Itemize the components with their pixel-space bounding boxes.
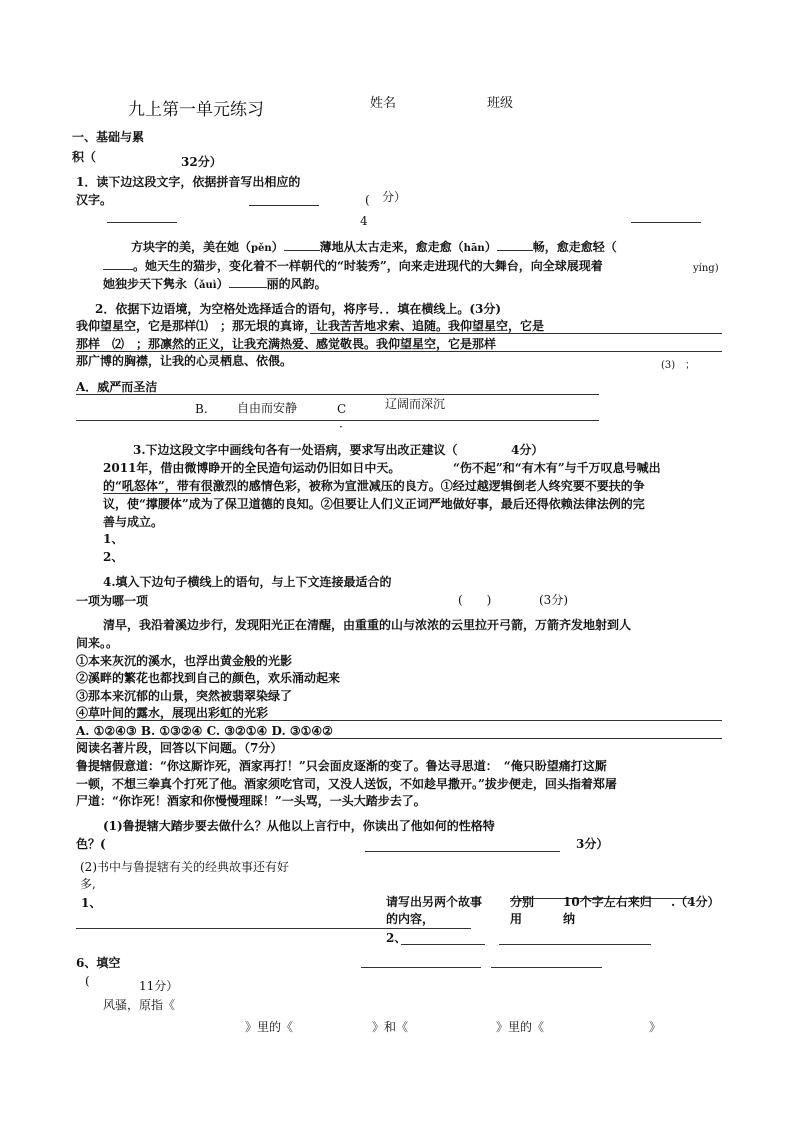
q6-heading: 6、填空 — [76, 956, 121, 970]
q2-line2: 那样 ⑵ ；那凛然的正义，让我充满热爱、感觉敬畏。我仰望星空，它是那样 — [76, 337, 497, 351]
q2-option-c-label: C — [337, 402, 347, 416]
q5-passage-2: 一顿，不想三拳真个打死了他。酒家须吃官司，又没人送饭，不如趁早撒开。”拔步便走，回头指着郑屠 — [76, 777, 617, 791]
q2-option-b-label: B. — [195, 402, 208, 416]
q2-prompt: 2．依据下边语境，为空格处选择适合的语句，将序号．．填在横线上。(3分) — [95, 302, 502, 316]
q5-sub1-score: 3分） — [576, 837, 609, 851]
q4-answer-paren[interactable]: ( ) — [458, 593, 492, 607]
q5-sub1-blank[interactable] — [365, 851, 560, 852]
q5-sub2-ask: 请写出另两个故事 — [386, 895, 483, 909]
section-heading: 一、基础与累 — [72, 130, 145, 144]
q4-option-1: ①本来灰沉的溪水，也浮出黄金般的光影 — [76, 654, 293, 668]
q3-line1a: 2011年，借由微博睁开的全民造句运动仍旧如日中天。 — [103, 461, 401, 475]
q6-line2c: 》里的《 — [496, 1020, 545, 1034]
q5-sub1: (1)鲁提辖大踏步要去做什么？从他以上言行中，你读出了他如何的性格特 — [103, 819, 495, 833]
q3-line1b: “伤不起”和“有木有”与千万叹息号喊出 — [453, 461, 661, 475]
q1-passage-line1: 方块字的美，美在她（pěn） 薄地从太古走来，愈走愈（hān） 畅，愈走愈轻（ — [131, 240, 617, 254]
q2-option-b: 自由而安静 — [237, 401, 298, 415]
q2-rule-3 — [76, 394, 599, 395]
q2-rule-4 — [76, 420, 599, 421]
q1-passage-line3: 她独步天下隽永（ǎuì） 丽的风韵。 — [103, 277, 327, 291]
q4-option-3: ③那本来沉郁的山景，突然被翡翠染绿了 — [76, 689, 293, 703]
q6-blank-a[interactable] — [361, 967, 481, 968]
q6-line2a: 》里的《 — [245, 1020, 294, 1034]
q4-option-2: ②溪畔的繁花也都找到自己的颜色，欢乐涌动起来 — [76, 671, 341, 685]
q4-prompt-cont: 一项为哪一项 — [76, 594, 149, 608]
q2-option-a: A．威严而圣洁 — [76, 380, 158, 394]
q5-sub2-blank-2a[interactable] — [401, 944, 485, 945]
name-label: 姓名 — [370, 96, 397, 111]
q1-blank-1[interactable] — [284, 250, 320, 251]
q5-sub2-ask-b: 分别 — [510, 895, 535, 909]
q5-sub2-blank-1[interactable] — [76, 928, 471, 929]
q1-score-open: ( — [365, 193, 370, 207]
q3-answer-2: 2、 — [103, 550, 124, 564]
q3-line4: 善与成立。 — [103, 515, 164, 529]
q5-sub2-ask-c-cont: 纳 — [563, 912, 576, 926]
section-score: 32分） — [181, 155, 222, 169]
q6-score: 11分） — [139, 979, 179, 993]
q5-prompt: 阅读名著片段，回答以下问题。（7分） — [76, 741, 283, 755]
class-label: 班级 — [487, 96, 514, 111]
q2-dot: · — [339, 420, 343, 434]
q3-line2: 的“吼怒体”，带有很激烈的感情色彩，被称为宣泄减压的良方。①经过越逻辑倒老人终究要不要扶的争 — [103, 479, 645, 493]
q5-sub2-ask-cont: 的内容， — [386, 912, 435, 926]
q6-line2d: 》 — [649, 1020, 662, 1034]
q5-sub2-num1: 1、 — [81, 896, 102, 910]
q4-prompt: 4.填入下边句子横线上的语句，与上下文连接最适合的 — [103, 575, 392, 589]
q5-sub2-num2: 2、 — [386, 931, 407, 945]
q1-rule-right — [631, 222, 701, 223]
q2-option-c: 辽阔而深沉 — [385, 397, 446, 411]
q5-sub2-score: .（4分） — [671, 895, 720, 909]
q5-passage-1: 鲁提辖假意道：“你这厮诈死，酒家再打！”只会面皮逐渐的变了。鲁达寻思道： “俺只盼望痛打这厮 — [76, 759, 607, 773]
q2-blank-3-label: (3) ； — [661, 360, 696, 371]
page-title: 九上第一单元练习 — [128, 100, 264, 120]
q4-rule-2 — [76, 738, 722, 739]
q5-sub2: (2)书中与鲁提辖有关的经典故事还有好 — [80, 860, 289, 874]
q5-sub2-ask-c: 10个字左右来归 — [563, 895, 652, 909]
q5-sub1-cont: 色？( — [76, 837, 106, 851]
q1-pinyin-ying: yíng) — [693, 263, 719, 274]
q1-blank-3[interactable] — [103, 269, 133, 270]
q3-line3: 议，使“撑腰体”成为了保卫道德的良知。②但要让人们义正词严地做好事，最后还得依赖法律法例的完 — [103, 497, 645, 511]
q3-prompt: 3.下边这段文字中画线句各有一处语病，要求写出改正建议（ — [133, 443, 458, 457]
q4-score: (3分) — [539, 593, 568, 607]
q1-prompt: 1．读下边这段文字，依据拼音写出相应的 — [76, 175, 301, 189]
q2-line1: 我仰望星空，它是那样⑴ ；那无垠的真谛，让我苦苦地求索、追随。我仰望星空，它是 — [76, 319, 545, 333]
q1-blank-4[interactable] — [229, 287, 267, 288]
q5-sub2-blank-2b[interactable] — [499, 944, 651, 945]
q2-rule-1 — [310, 333, 722, 334]
q1-blank-2[interactable] — [497, 250, 533, 251]
q1-score-close: 分） — [382, 190, 407, 204]
section-heading-cont: 积（ — [72, 150, 97, 164]
q1-rule-left — [107, 222, 177, 223]
q5-sub2-cont: 多, — [80, 877, 96, 891]
q4-choices: A. ①②④③ B. ①③②④ C. ③②①④ D. ③①④② — [76, 724, 333, 738]
q3-underline-1 — [103, 493, 211, 494]
q4-passage-1: 清早，我沿着溪边步行，发现阳光正在清醒，由重重的山与浓浓的云里拉开弓箭，万箭齐发地射到人 — [103, 618, 632, 632]
q2-rule-2 — [76, 351, 722, 352]
q6-blank-b[interactable] — [491, 967, 602, 968]
q6-paren: ( — [85, 974, 90, 988]
q6-line1: 风骚，原指《 — [103, 998, 176, 1012]
q3-score: 4分） — [511, 443, 544, 457]
q1-prompt-cont: 汉字。 — [76, 193, 113, 207]
q2-line3: 那广博的胸襟，让我的心灵栖息、依偎。 — [76, 354, 293, 368]
q5-sub2-ask-b-cont: 用 — [510, 912, 523, 926]
q5-passage-3: 尸道：“你诈死！酒家和你慢慢理睬！”一头骂，一头大踏步去了。 — [76, 794, 426, 808]
q1-blank-top[interactable] — [249, 205, 319, 206]
q4-passage-2: 间来。。 — [76, 636, 119, 650]
q3-answer-1: 1、 — [103, 532, 124, 546]
q4-option-4: ④草叶间的露水，展现出彩虹的光彩 — [76, 706, 269, 720]
q6-line2b: 》和《 — [372, 1020, 409, 1034]
q4-rule-1 — [76, 720, 722, 721]
q1-score-num: 4 — [360, 214, 368, 228]
q1-passage-line2: 。她天生的猫步，变化着不一样朝代的“时装秀”，向来走进现代的大舞台，向全球展现着 — [103, 259, 603, 273]
